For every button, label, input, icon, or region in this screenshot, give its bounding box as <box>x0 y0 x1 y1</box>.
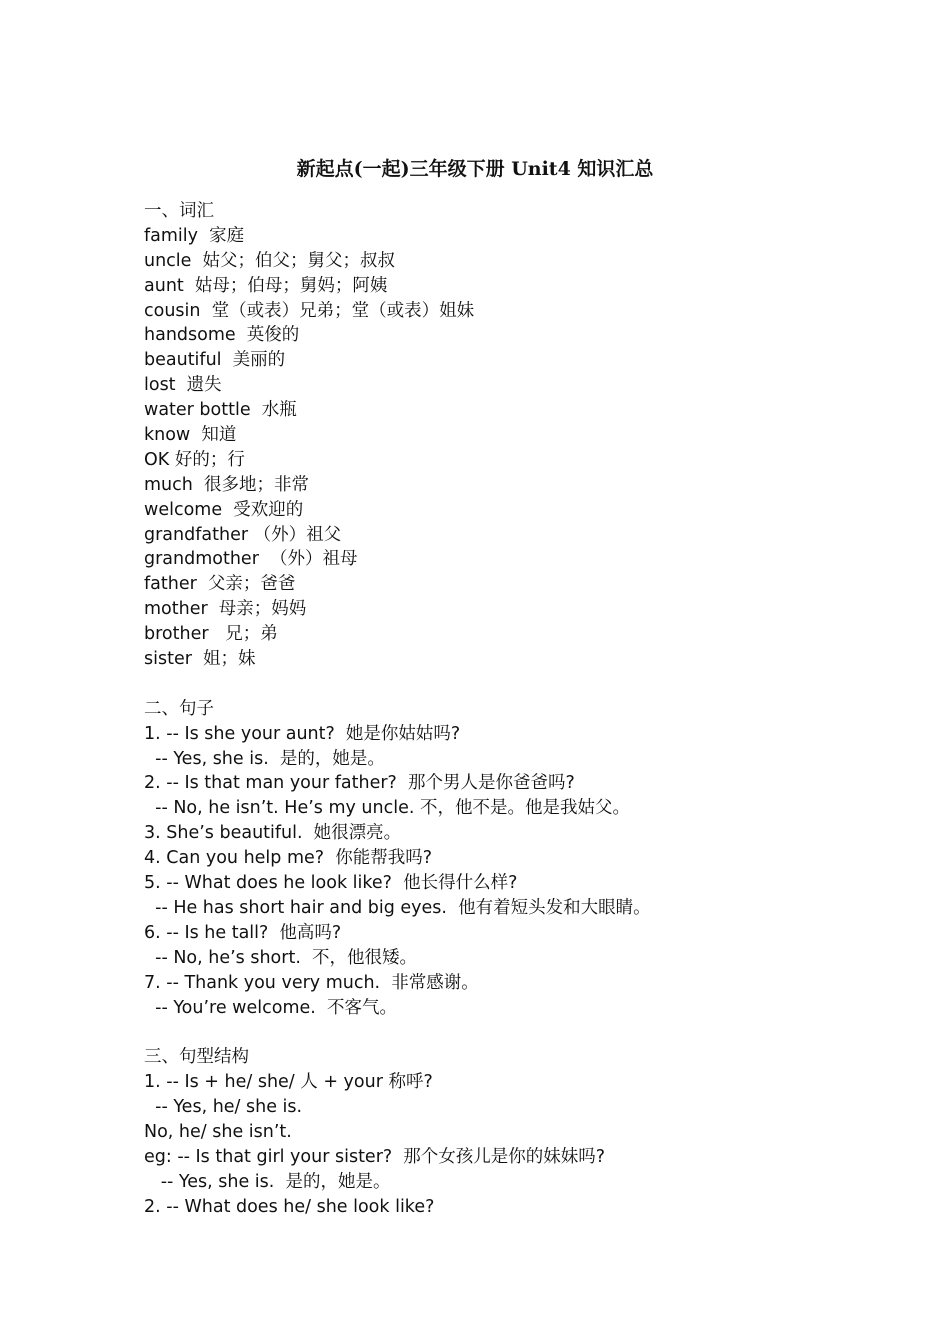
structure-line: 1. -- Is + he/ she/ 人 + your 称呼? <box>144 1072 433 1093</box>
section-heading-structures: 三、句型结构 <box>144 1047 249 1068</box>
structure-line: No, he/ she isn’t. <box>144 1121 292 1142</box>
section-heading-vocab: 一、词汇 <box>144 201 214 221</box>
vocab-item: know 知道 <box>144 425 237 446</box>
vocab-item: brother 兄；弟 <box>144 624 278 645</box>
vocab-item: cousin 堂（或表）兄弟；堂（或表）姐妹 <box>144 300 475 321</box>
vocab-item: beautiful 美丽的 <box>144 350 286 371</box>
sentence-line: -- Yes, she is. 是的，她是。 <box>144 748 385 769</box>
sentence-line: 1. -- Is she your aunt? 她是你姑姑吗? <box>144 723 461 744</box>
sentence-line: 7. -- Thank you very much. 非常感谢。 <box>144 972 479 993</box>
vocab-item: lost 遗失 <box>144 375 222 396</box>
vocab-item: much 很多地；非常 <box>144 474 309 495</box>
spacer <box>144 1020 864 1045</box>
document-title: 新起点(一起)三年级下册 Unit4 知识汇总 <box>296 158 654 180</box>
sentence-line: -- No, he’s short. 不，他很矮。 <box>144 947 418 968</box>
sentence-line: -- You’re welcome. 不客气。 <box>144 997 397 1018</box>
vocab-item: handsome 英俊的 <box>144 325 300 346</box>
vocab-item: grandfather （外）祖父 <box>144 524 342 545</box>
structure-line: 2. -- What does he/ she look like? <box>144 1196 435 1217</box>
vocab-item: water bottle 水瓶 <box>144 400 297 421</box>
vocab-item: welcome 受欢迎的 <box>144 499 304 520</box>
sentence-line: 4. Can you help me? 你能帮我吗? <box>144 848 432 869</box>
document-body <box>144 199 864 1220</box>
vocab-item: mother 母亲；妈妈 <box>144 599 307 620</box>
vocab-item: sister 姐；妹 <box>144 649 256 670</box>
sentence-line: -- He has short hair and big eyes. 他有着短头发和大眼睛。 <box>144 897 651 918</box>
vocab-item: OK 好的；行 <box>144 449 245 470</box>
structure-line: eg: -- Is that girl your sister? 那个女孩儿是你的妹妹吗? <box>144 1146 606 1167</box>
sentence-line: 3. She’s beautiful. 她很漂亮。 <box>144 823 402 844</box>
sentence-line: 2. -- Is that man your father? 那个男人是你爸爸吗? <box>144 773 575 794</box>
sentence-line: -- No, he isn’t. He’s my uncle. 不，他不是。他是我姑父。 <box>144 798 630 819</box>
sentence-line: 5. -- What does he look like? 他长得什么样? <box>144 873 518 894</box>
vocab-item: aunt 姑母；伯母；舅妈；阿姨 <box>144 275 388 296</box>
structure-line: -- Yes, she is. 是的，她是。 <box>144 1171 391 1192</box>
section-heading-sentences: 二、句子 <box>144 698 214 719</box>
vocab-item: father 父亲；爸爸 <box>144 574 296 595</box>
vocab-item: family 家庭 <box>144 225 245 246</box>
vocab-item: grandmother （外）祖母 <box>144 549 358 570</box>
sentence-line: 6. -- Is he tall? 他高吗? <box>144 922 342 943</box>
spacer <box>144 672 864 697</box>
structure-line: -- Yes, he/ she is. <box>144 1097 303 1118</box>
vocab-item: uncle 姑父；伯父；舅父；叔叔 <box>144 250 396 271</box>
